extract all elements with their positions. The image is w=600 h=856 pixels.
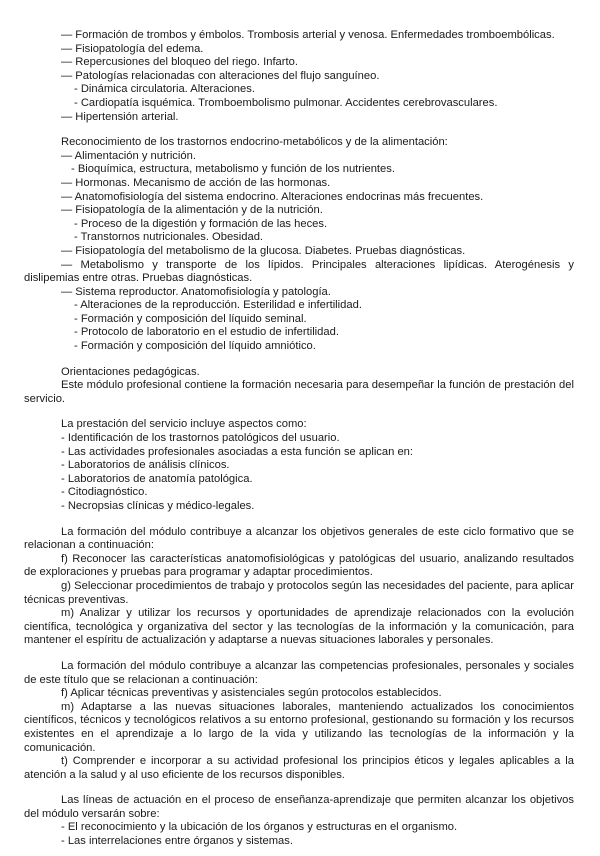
competencia-t: t) Comprender e incorporar a su actividad profesional los principios éticos y legales aplicables a la atención a la salud y al uso eficiente de los recursos disponibles. [24, 755, 574, 781]
competencia-f: f) Aplicar técnicas preventivas y asistenciales según protocolos establecidos. [61, 687, 442, 700]
orientaciones-intro: Este módulo profesional contiene la formación necesaria para desempeñar la función de prestación del servicio. [24, 379, 574, 405]
list-item: — Alimentación y nutrición. [61, 149, 196, 162]
list-item: - Necropsias clínicas y médico-legales. [61, 500, 255, 512]
list-item: — Formación de trombos y émbolos. Trombosis arterial y venosa. Enfermedades tromboembólicas. [61, 29, 555, 41]
list-item: - Identificación de los trastornos patológicos del usuario. [61, 432, 340, 445]
list-item: — Patologías relacionadas con alteraciones del flujo sanguíneo. [61, 69, 380, 82]
list-item: — Repercusiones del bloqueo del riego. Infarto. [61, 56, 298, 69]
competencias-intro: La formación del módulo contribuye a alcanzar las competencias profesionales, personales y sociales de este título que se relacionan a continuación: [24, 659, 574, 686]
lineas-list [24, 821, 574, 848]
list-item: - El reconocimiento y la ubicación de los órganos y estructuras en el organismo. [61, 821, 458, 834]
prestacion-list [24, 432, 574, 514]
list-subitem: - Formación y composición del líquido seminal. [74, 312, 307, 325]
list-item: - Las actividades profesionales asociadas a esta función se aplican en: [61, 445, 414, 458]
list-item: — Fisiopatología del edema. [61, 42, 204, 55]
reproductive-list [24, 286, 574, 354]
list-subitem: - Cardiopatía isquémica. Tromboembolismo pulmonar. Accidentes cerebrovasculares. [74, 96, 498, 109]
prestacion-heading: La prestación del servicio incluye aspectos como: [61, 418, 307, 431]
list-subitem: - Dinámica circulatoria. Alteraciones. [74, 83, 255, 96]
list-subitem: - Bioquímica, estructura, metabolismo y función de los nutrientes. [71, 163, 395, 176]
list-item: — Sistema reproductor. Anatomofisiología y patología. [61, 285, 331, 298]
list-item: — Hipertensión arterial. [61, 110, 179, 123]
list-subitem: - Formación y composición del líquido amniótico. [74, 340, 316, 353]
orientaciones-title: Orientaciones pedagógicas. [61, 365, 200, 378]
endocrine-list [24, 150, 574, 259]
metabolism-paragraph: — Metabolismo y transporte de los lípidos. Principales alteraciones lipídicas. Aterogénesis y dislipemias entre otras. Pruebas diagnósticas. [24, 258, 574, 285]
competencia-m: m) Adaptarse a las nuevas situaciones laborales, manteniendo actualizados los conocimientos científicos, técnicos y tecnológicos relativos a su entorno profesional, gestionando su formación y los recursos existentes en el aprendizaje a lo largo de la vida y utilizando las tecnologías de la información y la comunicación. [24, 700, 574, 754]
list-subitem: - Protocolo de laboratorio en el estudio de infertilidad. [74, 326, 339, 339]
list-item: — Fisiopatología de la alimentación y de la nutrición. [61, 204, 323, 217]
list-item: — Hormonas. Mecanismo de acción de las hormonas. [61, 176, 331, 189]
objetivos-intro: La formación del módulo contribuye a alcanzar los objetivos generales de este ciclo formativo que se relacionan a continuación: [24, 525, 574, 552]
list-item: - Las interrelaciones entre órganos y sistemas. [61, 835, 293, 848]
list-item: - Citodiagnóstico. [61, 486, 148, 499]
list-subitem: - Alteraciones de la reproducción. Esterilidad e infertilidad. [74, 299, 362, 312]
list-item: - Laboratorios de anatomía patológica. [61, 472, 253, 485]
objetivo-m: m) Analizar y utilizar los recursos y oportunidades de aprendizaje relacionados con la evolución científica, tecnológica y organizativa del sector y las tecnologías de la información y la comunicación, para mantener el espíritu de actualización y adaptarse a nuevas situaciones laborales y personales. [24, 607, 574, 647]
list-item: — Fisiopatología del metabolismo de la glucosa. Diabetes. Pruebas diagnósticas. [61, 244, 466, 257]
objetivo-g: g) Seleccionar procedimientos de trabajo y protocolos según las necesidades del paciente, para aplicar técnicas preventivas. [24, 579, 574, 606]
objetivo-f: f) Reconocer las características anatomofisiológicas y patológicas del usuario, analizando resultados de exploraciones y pruebas para programar y adaptar procedimientos. [24, 552, 574, 579]
list-item: - Laboratorios de análisis clínicos. [61, 459, 230, 472]
lineas-intro: Las líneas de actuación en el proceso de enseñanza-aprendizaje que permiten alcanzar los objetivos del módulo versarán sobre: [24, 794, 574, 820]
list-subitem: - Transtornos nutricionales. Obesidad. [74, 231, 264, 244]
list-subitem: - Proceso de la digestión y formación de las heces. [74, 217, 328, 230]
list-item: — Anatomofisiología del sistema endocrino. Alteraciones endocrinas más frecuentes. [61, 190, 484, 203]
circulatory-pathology-list [24, 29, 574, 124]
section-heading-endocrine: Reconocimiento de los trastornos endocrino-metabólicos y de la alimentación: [61, 136, 448, 149]
